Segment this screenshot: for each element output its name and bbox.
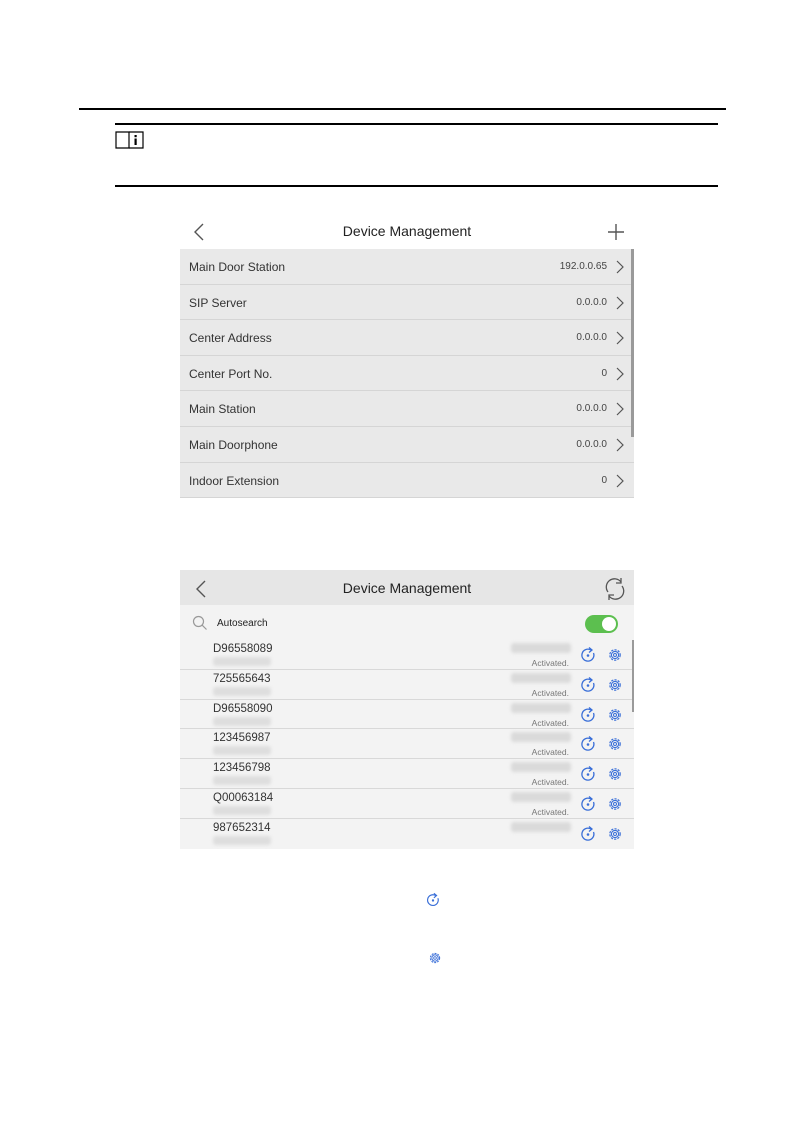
chevron-right-icon bbox=[616, 367, 624, 381]
settings-row-indoor-extension[interactable] bbox=[180, 463, 634, 499]
refresh-icon[interactable] bbox=[579, 646, 597, 664]
blurred-detail bbox=[213, 717, 271, 726]
row-value: 192.0.0.65 bbox=[559, 261, 607, 272]
refresh-icon[interactable] bbox=[579, 795, 597, 813]
chevron-right-icon bbox=[616, 296, 624, 310]
refresh-icon[interactable] bbox=[579, 676, 597, 694]
row-value: 0.0.0.0 bbox=[576, 438, 607, 450]
chevron-right-icon bbox=[616, 260, 624, 274]
device-row[interactable] bbox=[180, 640, 634, 670]
device-status: Activated. bbox=[531, 747, 569, 758]
device-row[interactable] bbox=[180, 789, 634, 819]
blurred-ip bbox=[511, 643, 571, 653]
device-serial: D96558089 bbox=[213, 643, 273, 655]
device-serial: D96558090 bbox=[213, 702, 273, 715]
gear-icon[interactable] bbox=[606, 676, 624, 694]
device-row[interactable] bbox=[180, 759, 634, 789]
chevron-right-icon bbox=[616, 331, 624, 345]
device-serial: 123456987 bbox=[213, 732, 271, 745]
row-label: Main Station bbox=[189, 402, 256, 417]
blurred-ip bbox=[511, 732, 571, 742]
device-status: Activated. bbox=[531, 687, 569, 698]
device-status: Activated. bbox=[531, 806, 569, 817]
settings-row-sip-server[interactable] bbox=[180, 285, 634, 321]
device-row[interactable] bbox=[180, 819, 634, 849]
gear-icon bbox=[427, 950, 443, 966]
scrollbar[interactable] bbox=[631, 249, 634, 437]
refresh-icon[interactable] bbox=[602, 576, 628, 602]
row-label: Center Address bbox=[189, 331, 272, 346]
gear-icon[interactable] bbox=[606, 646, 624, 664]
row-value: 0.0.0.0 bbox=[576, 332, 607, 344]
refresh-icon[interactable] bbox=[579, 706, 597, 724]
device-status: Activated. bbox=[531, 777, 569, 788]
row-value: 0 bbox=[601, 474, 607, 486]
settings-row-center-port[interactable] bbox=[180, 356, 634, 392]
refresh-icon[interactable] bbox=[579, 765, 597, 783]
blurred-ip bbox=[511, 822, 571, 832]
blurred-detail bbox=[213, 836, 271, 845]
device-serial: 123456798 bbox=[213, 762, 271, 775]
device-management-settings-screen bbox=[180, 213, 634, 488]
chevron-right-icon bbox=[616, 474, 624, 488]
device-list bbox=[180, 640, 634, 849]
autosearch-row bbox=[180, 607, 634, 639]
gear-icon[interactable] bbox=[606, 795, 624, 813]
settings-row-center-address[interactable] bbox=[180, 320, 634, 356]
device-status: Activated. bbox=[531, 658, 569, 668]
gear-icon[interactable] bbox=[606, 825, 624, 843]
row-value: 0.0.0.0 bbox=[576, 403, 607, 415]
blurred-ip bbox=[511, 792, 571, 802]
autosearch-label: Autosearch bbox=[217, 618, 268, 629]
settings-row-main-door-station[interactable] bbox=[180, 249, 634, 285]
header-bar bbox=[180, 213, 634, 249]
toggle-knob bbox=[602, 617, 616, 631]
gear-icon[interactable] bbox=[606, 765, 624, 783]
add-icon[interactable] bbox=[607, 223, 625, 241]
refresh-icon[interactable] bbox=[579, 825, 597, 843]
blurred-detail bbox=[213, 657, 271, 666]
blurred-detail bbox=[213, 687, 271, 696]
row-label: Main Doorphone bbox=[189, 437, 278, 452]
note-bottom-rule bbox=[115, 185, 718, 187]
device-serial: 987652314 bbox=[213, 821, 271, 834]
blurred-ip bbox=[511, 703, 571, 713]
chevron-right-icon bbox=[616, 402, 624, 416]
note-book-icon bbox=[115, 130, 145, 149]
row-label: Indoor Extension bbox=[189, 473, 280, 488]
device-serial: 725565643 bbox=[213, 672, 271, 685]
blurred-ip bbox=[511, 673, 571, 683]
search-icon bbox=[192, 615, 208, 631]
blurred-detail bbox=[213, 776, 271, 785]
row-label: Main Door Station bbox=[189, 260, 286, 274]
note-top-rule bbox=[115, 123, 718, 125]
gear-icon[interactable] bbox=[606, 735, 624, 753]
refresh-icon bbox=[425, 892, 441, 908]
device-row[interactable] bbox=[180, 670, 634, 700]
device-row[interactable] bbox=[180, 729, 634, 759]
device-status: Activated. bbox=[531, 717, 569, 728]
refresh-icon[interactable] bbox=[579, 735, 597, 753]
settings-list bbox=[180, 249, 634, 498]
blurred-ip bbox=[511, 762, 571, 772]
device-row[interactable] bbox=[180, 700, 634, 730]
page-title: Device Management bbox=[342, 223, 472, 239]
gear-icon[interactable] bbox=[606, 706, 624, 724]
document-rule bbox=[79, 108, 726, 110]
autosearch-toggle[interactable] bbox=[585, 615, 618, 633]
chevron-right-icon bbox=[616, 438, 624, 452]
blurred-detail bbox=[213, 746, 271, 755]
page-title: Device Management bbox=[342, 580, 472, 596]
header-bar bbox=[180, 570, 634, 605]
device-serial: Q00063184 bbox=[213, 791, 274, 804]
row-value: 0.0.0.0 bbox=[576, 296, 607, 308]
scrollbar[interactable] bbox=[632, 640, 634, 712]
settings-row-main-station[interactable] bbox=[180, 391, 634, 427]
blurred-detail bbox=[213, 806, 271, 815]
settings-row-main-doorphone[interactable] bbox=[180, 427, 634, 463]
row-label: SIP Server bbox=[189, 295, 247, 310]
row-label: Center Port No. bbox=[189, 366, 273, 381]
row-value: 0 bbox=[601, 367, 607, 379]
device-management-search-screen bbox=[180, 570, 634, 836]
